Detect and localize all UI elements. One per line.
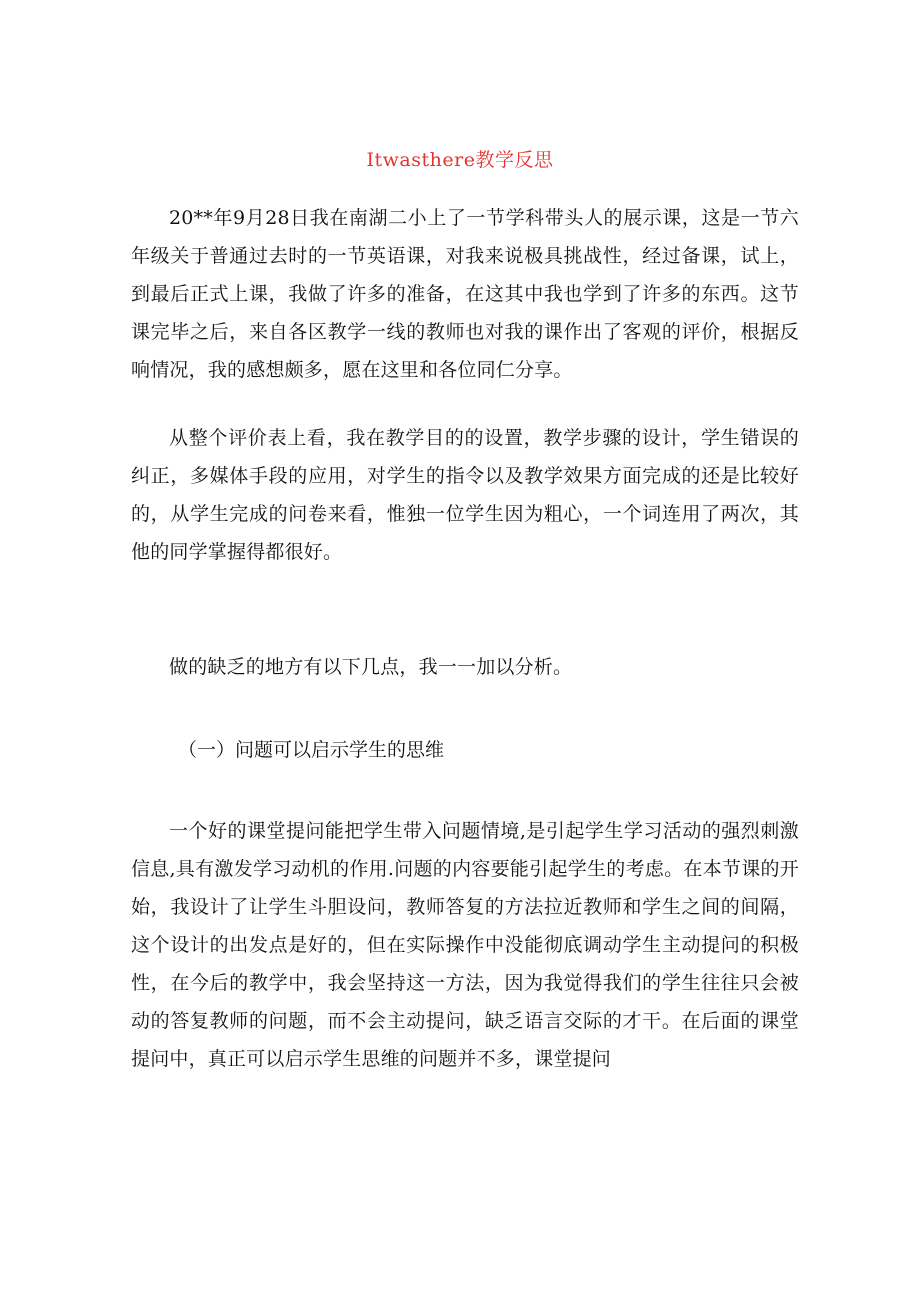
section-heading: （一）问题可以启示学生的思维 [178, 739, 445, 761]
paragraph-shortcomings: 做的缺乏的地方有以下几点，我一一加以分析。 [169, 656, 573, 678]
document-title: Itwasthere教学反思 [366, 149, 554, 171]
paragraph-section-body: 一个好的课堂提问能把学生带入问题情境,是引起学生学习活动的强烈刺激信息,具有激发学习动机的作用.问题的内容要能引起学生的考虑。在本节课的开始，我设计了让学生斗胆设问，教师答复的方法拉近教师和学生之间的间隔，这个设计的出发点是好的，但在实际操作中没能彻底调动学生主动提问的积极性，在今后的教学中，我会坚持这一方法，因为我觉得我们的学生往往只会被动的答复教师的问题，而不会主动提问，缺乏语言交际的才干。在后面的课堂提问中，真正可以启示学生思维的问题并不多，课堂提问 [131, 820, 799, 1070]
paragraph-evaluation: 从整个评价表上看，我在教学目的的设置，教学步骤的设计，学生错误的纠正，多媒体手段的应用，对学生的指令以及教学效果方面完成的还是比较好的，从学生完成的问卷来看，惟独一位学生因为粗心，一个词连用了两次，其他的同学掌握得都很好。 [131, 427, 799, 563]
paragraph-intro: 20**年9月28日我在南湖二小上了一节学科带头人的展示课，这是一节六年级关于普通过去时的一节英语课，对我来说极具挑战性，经过备课，试上，到最后正式上课，我做了许多的准备，在这其中我也学到了许多的东西。这节课完毕之后，来自各区教学一线的教师也对我的课作出了客观的评价，根据反响情况，我的感想颇多，愿在这里和各位同仁分享。 [131, 207, 799, 381]
